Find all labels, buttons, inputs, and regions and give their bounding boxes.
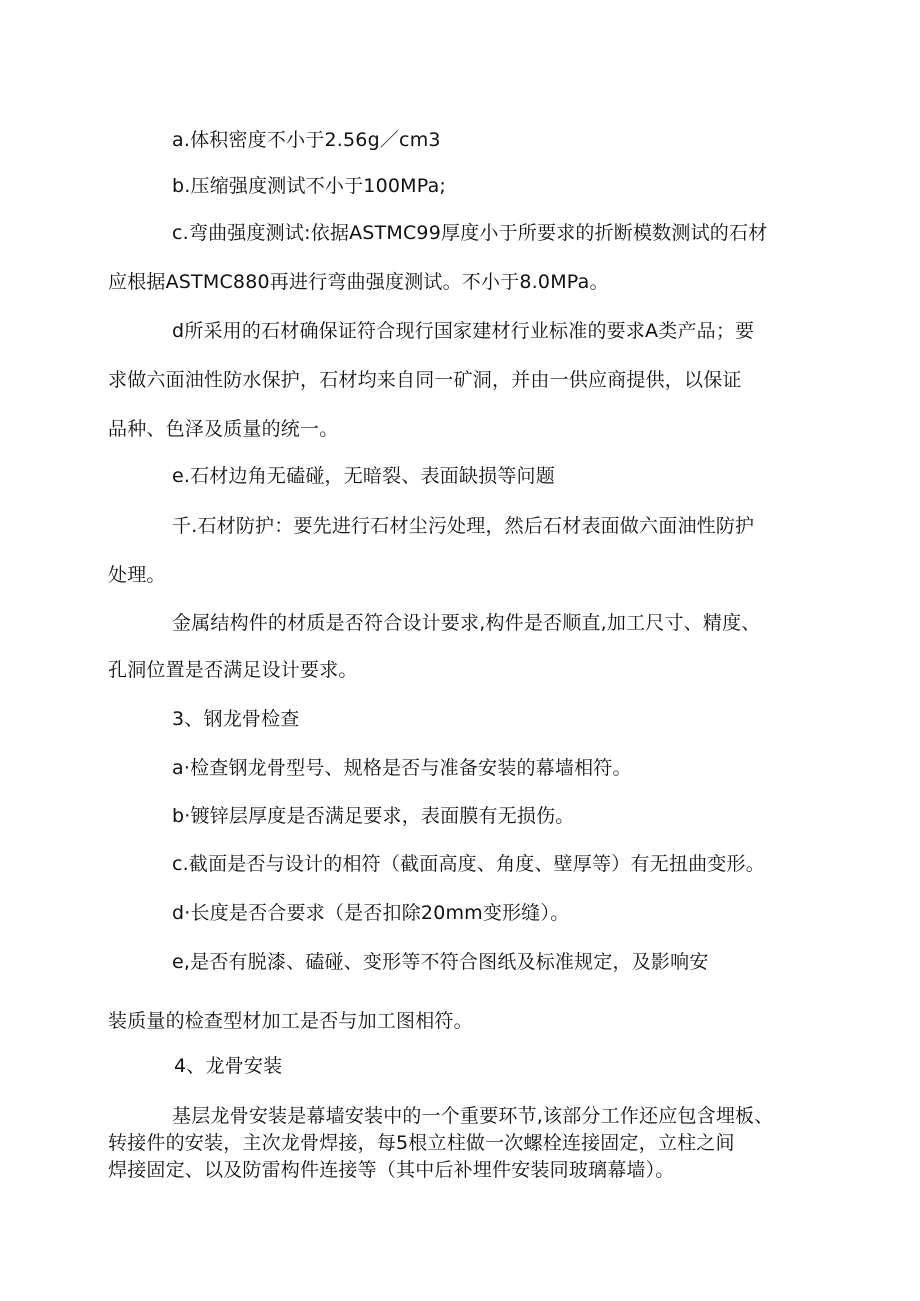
text-line: b.压缩强度测试不小于100MPa;	[172, 175, 447, 197]
text-line: 应根据ASTMC880再进行弯曲强度测试。不小于8.0MPa。	[108, 271, 609, 293]
text-line: 求做六面油性防水保护，石材均来自同一矿洞，并由一供应商提供，以保证	[108, 369, 742, 391]
text-line: e.石材边角无磕碰，无暗裂、表面缺损等问题	[172, 465, 555, 487]
text-line: 装质量的检查型材加工是否与加工图相符。	[108, 1010, 473, 1032]
text-line: 基层龙骨安装是幕墙安装中的一个重要环节,该部分工作还应包含埋板、	[172, 1105, 774, 1127]
section-heading: 3、钢龙骨检查	[172, 708, 300, 730]
text-line: 千.石材防护：要先进行石材尘污处理，然后石材表面做六面油性防护	[172, 515, 755, 537]
section-heading: 4、龙骨安装	[174, 1055, 283, 1077]
text-line: 处理。	[108, 564, 166, 586]
text-line: c.截面是否与设计的相符（截面高度、角度、壁厚等）有无扭曲变形。	[172, 853, 765, 875]
text-line: 焊接固定、以及防雷构件连接等（其中后补埋件安装同玻璃幕墙）。	[108, 1159, 675, 1181]
text-line: 转接件的安装，主次龙骨焊接，每5根立柱做一次螺栓连接固定，立柱之间	[108, 1132, 735, 1154]
text-line: 金属结构件的材质是否符合设计要求,构件是否顺直,加工尺寸、精度、	[172, 612, 761, 634]
text-line: 孔洞位置是否满足设计要求。	[108, 659, 358, 681]
text-line: e,是否有脱漆、磕碰、变形等不符合图纸及标准规定，及影响安	[172, 951, 709, 973]
text-line: c.弯曲强度测试:依据ASTMC99厚度小于所要求的折断模数测试的石材	[172, 222, 768, 244]
text-line: d所采用的石材确保证符合现行国家建材行业标准的要求A类产品；要	[172, 320, 755, 342]
text-line: b·镀锌层厚度是否满足要求，表面膜有无损伤。	[172, 805, 575, 827]
text-line: 品种、色泽及质量的统一。	[108, 418, 339, 440]
text-line: a.体积密度不小于2.56g／cm3	[172, 129, 441, 151]
text-line: a·检查钢龙骨型号、规格是否与准备安装的幕墙相符。	[172, 757, 632, 779]
text-line: d·长度是否合要求（是否扣除20mm变形缝）。	[172, 902, 570, 924]
